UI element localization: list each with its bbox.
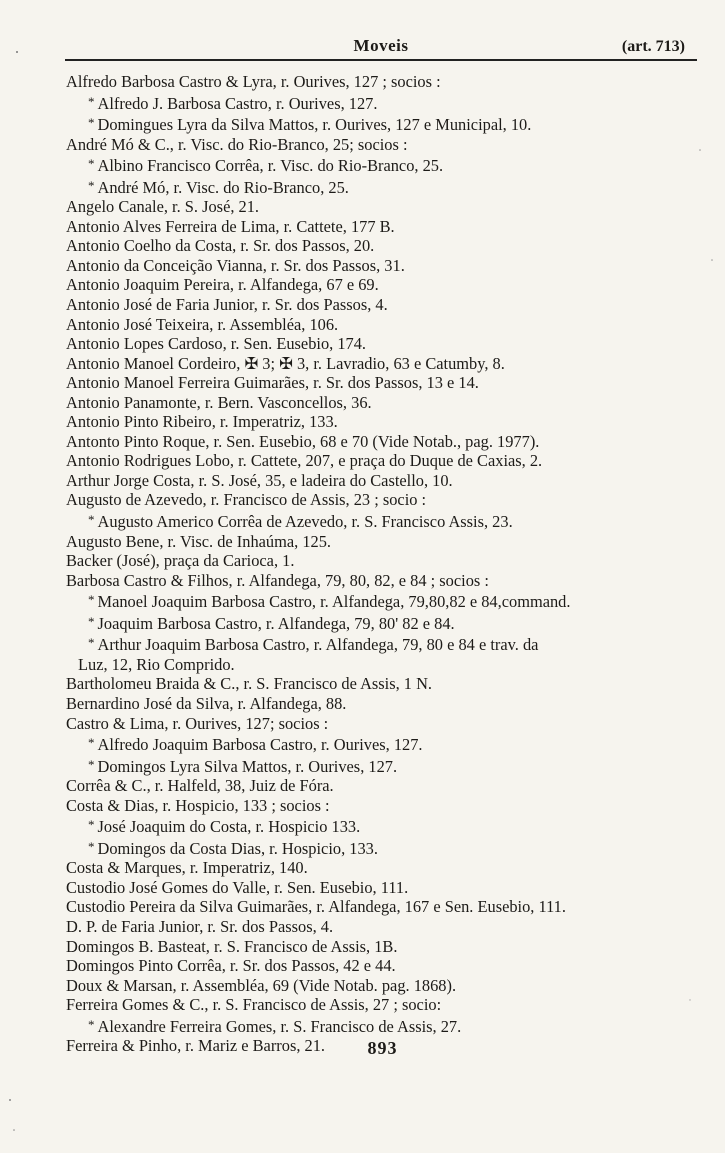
partner-entry: * Domingues Lyra da Silva Mattos, r. Ourives, 127 e Municipal, 10. [66, 113, 706, 135]
business-entry: Alfredo Barbosa Castro & Lyra, r. Ourives, 127 ; socios : [66, 72, 441, 91]
partner-entry: * André Mó, r. Visc. do Rio-Branco, 25. [66, 176, 706, 198]
partner-entry: * Joaquim Barbosa Castro, r. Alfandega, 79, 80' 82 e 84. [66, 612, 706, 634]
entry-continuation: Luz, 12, Rio Comprido. [78, 654, 235, 674]
partner-entry: * Alexandre Ferreira Gomes, r. S. Francisco de Assis, 27. [66, 1015, 706, 1037]
business-entry: Ferreira & Pinho, r. Mariz e Barros, 21. [66, 1036, 326, 1056]
business-entry: Costa & Dias, r. Hospicio, 133 ; socios : [66, 795, 330, 815]
business-entry: Augusto Bene, r. Visc. de Inhaúma, 125. [66, 531, 332, 551]
partner-entry: * Manoel Joaquim Barbosa Castro, r. Alfandega, 79,80,82 e 84,command. [66, 590, 706, 612]
business-entry: Ferreira Gomes & C., r. S. Francisco de Assis, 27 ; socio: [66, 995, 442, 1015]
business-entry: Augusto de Azevedo, r. Francisco de Assis, 23 ; socio : [66, 490, 427, 510]
section-title: Moveis [353, 36, 409, 55]
business-entry: Corrêa & C., r. Halfeld, 38, Juiz de Fóra. [66, 776, 334, 796]
business-entry: D. P. de Faria Junior, r. Sr. dos Passos, 4. [66, 916, 334, 936]
business-entry: Custodio José Gomes do Valle, r. Sen. Eusebio, 111. [66, 877, 409, 897]
partner-entry: * Domingos da Costa Dias, r. Hospicio, 133. [66, 837, 706, 859]
partner-entry: * Alfredo Joaquim Barbosa Castro, r. Ourives, 127. [66, 733, 706, 755]
business-entry: André Mó & C., r. Visc. do Rio-Branco, 25; socios : [66, 134, 408, 154]
partner-entry: * Alfredo J. Barbosa Castro, r. Ourives, 127. [66, 92, 706, 114]
partner-entry: * Albino Francisco Corrêa, r. Visc. do Rio-Branco, 25. [66, 154, 706, 176]
business-entry: Antonio José de Faria Junior, r. Sr. dos Passos, 4. [66, 295, 388, 315]
header-rule [65, 59, 697, 61]
business-entry: Bernardino José da Silva, r. Alfandega, 88. [66, 693, 347, 713]
business-entry: Antonio Rodrigues Lobo, r. Cattete, 207, e praça do Duque de Caxias, 2. [66, 451, 543, 471]
business-entry: Arthur Jorge Costa, r. S. José, 35, e ladeira do Castello, 10. [66, 470, 453, 490]
partner-entry: * Domingos Lyra Silva Mattos, r. Ourives, 127. [66, 755, 706, 777]
article-reference: (art. 713) [621, 38, 685, 55]
business-entry: Custodio Pereira da Silva Guimarães, r. Alfandega, 167 e Sen. Eusebio, 111. [66, 897, 566, 917]
partner-entry: * José Joaquim do Costa, r. Hospicio 133. [66, 815, 706, 837]
business-entry: Antonio Joaquim Pereira, r. Alfandega, 67 e 69. [66, 275, 379, 295]
business-entry: Domingos B. Basteat, r. S. Francisco de Assis, 1B. [66, 936, 398, 956]
business-entry: Antonio Coelho da Costa, r. Sr. dos Passos, 20. [66, 236, 375, 256]
business-entry: Antonto Pinto Roque, r. Sen. Eusebio, 68 e 70 (Vide Notab., pag. 1977). [66, 431, 540, 451]
page-header [65, 36, 697, 62]
business-entry: Antonio Manoel Ferreira Guimarães, r. Sr. dos Passos, 13 e 14. [66, 373, 479, 393]
entry-list [66, 72, 706, 1056]
business-entry: Antonio José Teixeira, r. Assembléa, 106. [66, 314, 339, 334]
business-entry: Antonio Alves Ferreira de Lima, r. Cattete, 177 B. [66, 216, 395, 236]
business-entry: Antonio Manoel Cordeiro, ✠ 3; ✠ 3, r. Lavradio, 63 e Catumby, 8. [66, 353, 505, 373]
business-entry: Antonio Lopes Cardoso, r. Sen. Eusebio, 174. [66, 334, 367, 354]
business-entry: Antonio da Conceição Vianna, r. Sr. dos Passos, 31. [66, 255, 405, 275]
business-entry: Bartholomeu Braida & C., r. S. Francisco de Assis, 1 N. [66, 674, 433, 694]
business-entry: Domingos Pinto Corrêa, r. Sr. dos Passos, 42 e 44. [66, 956, 396, 976]
business-entry: Backer (José), praça da Carioca, 1. [66, 551, 295, 571]
page-number: 893 [367, 1038, 398, 1058]
partner-entry: * Augusto Americo Corrêa de Azevedo, r. S. Francisco Assis, 23. [66, 510, 706, 532]
business-entry: Antonio Panamonte, r. Bern. Vasconcellos, 36. [66, 392, 372, 412]
business-entry: Barbosa Castro & Filhos, r. Alfandega, 79, 80, 82, e 84 ; socios : [66, 570, 489, 590]
business-entry: Antonio Pinto Ribeiro, r. Imperatriz, 133. [66, 412, 338, 432]
business-entry: Castro & Lima, r. Ourives, 127; socios : [66, 713, 329, 733]
partner-entry: * Arthur Joaquim Barbosa Castro, r. Alfandega, 79, 80 e 84 e trav. da [66, 633, 706, 655]
business-entry: Costa & Marques, r. Imperatriz, 140. [66, 858, 308, 878]
business-entry: Doux & Marsan, r. Assembléa, 69 (Vide Notab. pag. 1868). [66, 975, 457, 995]
business-entry: Angelo Canale, r. S. José, 21. [66, 197, 260, 217]
